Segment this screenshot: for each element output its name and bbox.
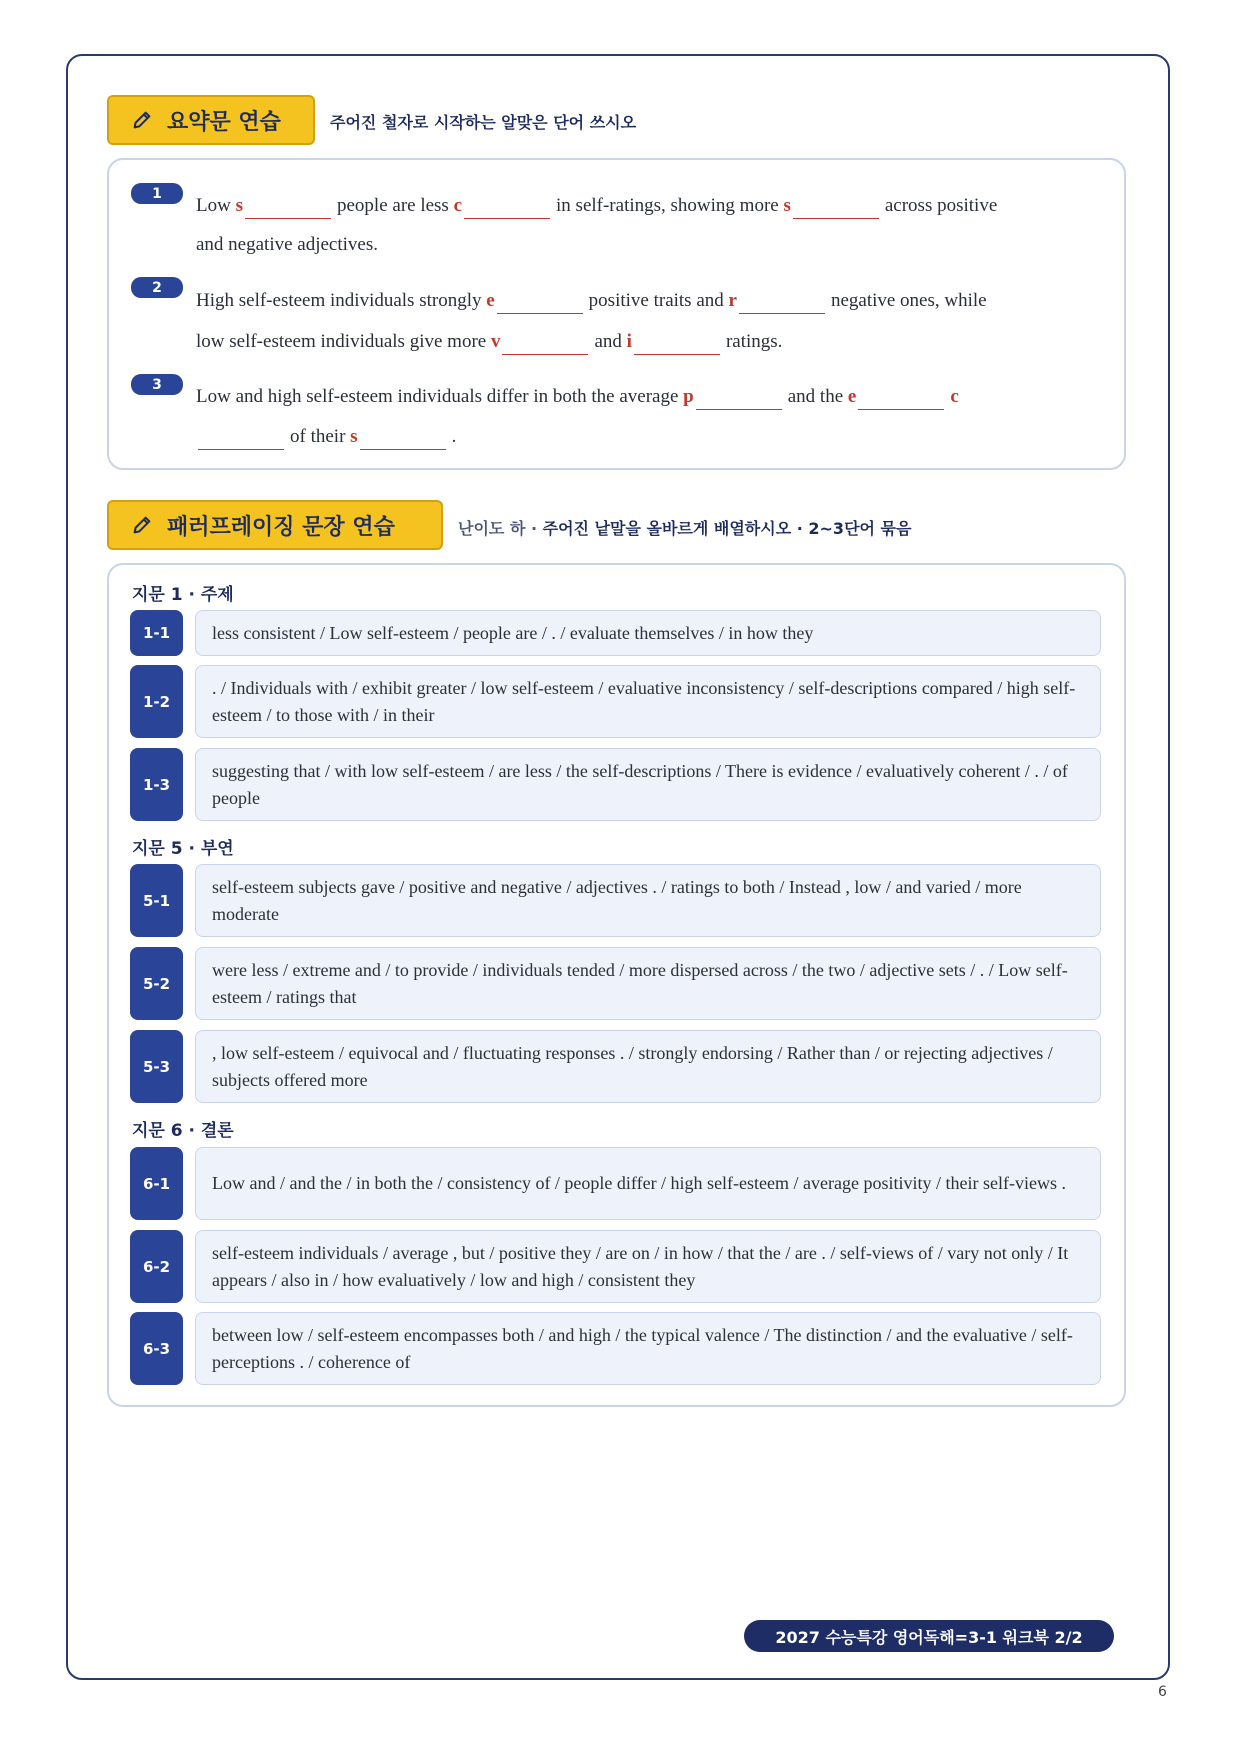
summary-sentence-number: 2 <box>131 277 183 298</box>
answer-blank[interactable] <box>696 387 782 410</box>
answer-blank[interactable] <box>497 291 583 314</box>
summary-sentence-line <box>196 234 378 256</box>
item-number-badge: 5-3 <box>130 1030 183 1103</box>
initial-letter: s <box>235 195 243 216</box>
sentence-text: negative ones, while <box>830 290 987 311</box>
initial-letter: c <box>950 386 959 407</box>
passage-heading: 지문 5 · 부연 <box>132 839 234 859</box>
sentence-text: positive traits and <box>588 290 729 311</box>
item-number-badge: 1-2 <box>130 665 183 738</box>
item-number-badge: 1-1 <box>130 610 183 656</box>
sentence-text: of their <box>290 426 351 447</box>
word-chunks-box: suggesting that / with low self-esteem / are less / the self-descriptions / There is evidence / evaluatively coherent / . / of people <box>195 748 1101 821</box>
item-number-badge: 5-1 <box>130 864 183 937</box>
passage-heading: 지문 1 · 주제 <box>132 585 234 605</box>
word-chunks-box: less consistent / Low self-esteem / people are / . / evaluate themselves / in how they <box>195 610 1101 656</box>
word-chunks-box: Low and / and the / in both the / consistency of / people differ / high self-esteem / average positivity / their self-views . <box>195 1147 1101 1220</box>
answer-blank[interactable] <box>245 196 331 219</box>
word-chunks-box: self-esteem individuals / average , but / positive they / are on / in how / that the / are . / self-views of / vary not only / It appears / also in / how evaluatively / low and high / consistent they <box>195 1230 1101 1303</box>
pencil-icon <box>131 514 153 536</box>
item-number-badge: 6-2 <box>130 1230 183 1303</box>
page-number: 6 <box>1158 1684 1167 1700</box>
item-number-badge: 5-2 <box>130 947 183 1020</box>
summary-sentence-line <box>196 426 456 450</box>
summary-sentence-line <box>196 386 959 410</box>
sentence-text: people are less <box>336 195 454 216</box>
initial-letter: e <box>486 290 495 311</box>
initial-letter: r <box>728 290 737 311</box>
initial-letter: i <box>626 331 632 352</box>
sentence-text: Low and high self-esteem individuals differ in both the average <box>196 386 684 407</box>
answer-blank[interactable] <box>502 332 588 355</box>
initial-letter: p <box>683 386 694 407</box>
initial-letter: e <box>847 386 857 407</box>
word-chunks-box: were less / extreme and / to provide / individuals tended / more dispersed across / the two / adjective sets / . / Low self-esteem / ratings that <box>195 947 1101 1020</box>
pencil-icon <box>131 109 153 131</box>
paraphrase-instruction-text: 주어진 낱말을 올바르게 배열하시오 · 2~3단어 묶음 <box>542 519 912 538</box>
paraphrase-section-label <box>107 500 443 550</box>
word-chunks-box: . / Individuals with / exhibit greater / low self-esteem / evaluative inconsistency / self-descriptions compared / high self-esteem / to those with / in their <box>195 665 1101 738</box>
sentence-text: in self-ratings, showing more <box>556 195 784 216</box>
difficulty-label: 난이도 하 · <box>458 519 543 538</box>
sentence-text: Low <box>196 195 236 216</box>
sentence-text: and <box>594 331 627 352</box>
word-chunks-box: self-esteem subjects gave / positive and negative / adjectives . / ratings to both / Instead , low / and varied / more moderate <box>195 864 1101 937</box>
sentence-text: . <box>451 426 457 447</box>
summary-sentence-line <box>196 331 782 355</box>
initial-letter: s <box>350 426 358 447</box>
paraphrase-label-text: 패러프레이징 문장 연습 <box>167 514 395 540</box>
item-number-badge: 6-3 <box>130 1312 183 1385</box>
sentence-text: and negative adjectives. <box>196 234 379 255</box>
answer-blank[interactable] <box>634 332 720 355</box>
summary-sentence-line <box>196 195 997 219</box>
paraphrase-instruction <box>458 516 911 539</box>
summary-sentence-number: 3 <box>131 374 183 395</box>
answer-blank[interactable] <box>198 427 284 450</box>
summary-label-text: 요약문 연습 <box>167 109 281 135</box>
sentence-text: across positive <box>884 195 998 216</box>
summary-section-label <box>107 95 315 145</box>
answer-blank[interactable] <box>793 196 879 219</box>
item-number-badge: 6-1 <box>130 1147 183 1220</box>
summary-sentence-line <box>196 290 987 314</box>
answer-blank[interactable] <box>464 196 550 219</box>
initial-letter: v <box>490 331 501 352</box>
sentence-text: low self-esteem individuals give more <box>196 331 491 352</box>
sentence-text: and the <box>787 386 848 407</box>
word-chunks-box: between low / self-esteem encompasses both / and high / the typical valence / The distinction / and the evaluative / self-perceptions . / coherence of <box>195 1312 1101 1385</box>
answer-blank[interactable] <box>858 387 944 410</box>
footer-badge: 2027 수능특강 영어독해=3-1 워크북 2/2 <box>744 1620 1114 1652</box>
summary-instruction: 주어진 철자로 시작하는 알맞은 단어 쓰시오 <box>330 113 637 132</box>
passage-heading: 지문 6 · 결론 <box>132 1121 234 1141</box>
sentence-text: High self-esteem individuals strongly <box>196 290 487 311</box>
initial-letter: s <box>783 195 791 216</box>
answer-blank[interactable] <box>739 291 825 314</box>
word-chunks-box: , low self-esteem / equivocal and / fluctuating responses . / strongly endorsing / Rather than / or rejecting adjectives / subjects offered more <box>195 1030 1101 1103</box>
initial-letter: c <box>453 195 463 216</box>
item-number-badge: 1-3 <box>130 748 183 821</box>
summary-sentence-number: 1 <box>131 183 183 204</box>
sentence-text: ratings. <box>725 331 783 352</box>
answer-blank[interactable] <box>360 427 446 450</box>
